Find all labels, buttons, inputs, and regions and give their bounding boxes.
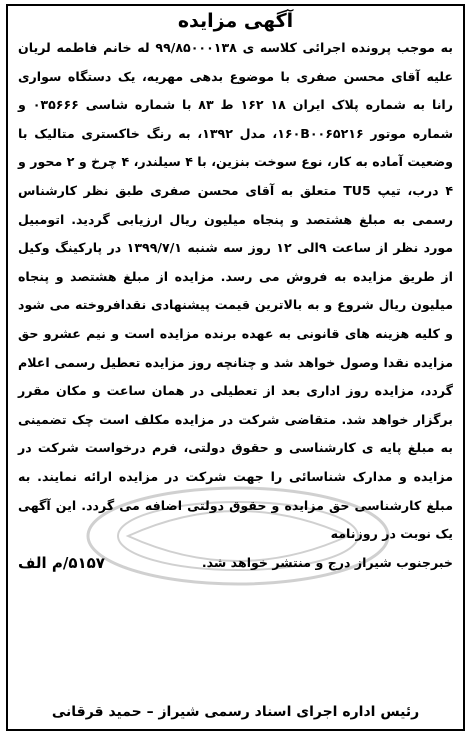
closing-text: خبرجنوب شیراز درج و منتشر خواهد شد. bbox=[201, 554, 453, 570]
reference-code: ۵۱۵۷/م الف bbox=[18, 553, 105, 572]
auction-notice bbox=[6, 4, 465, 731]
notice-title: آگهی مزایده bbox=[177, 10, 294, 32]
signature-line: رئیس اداره اجرای اسناد رسمی شیراز – حمید قرقانی bbox=[51, 704, 420, 720]
notice-body: به موجب پرونده اجرائی کلاسه ی ۹۹/۸۵۰۰۰۱۳۸ له خانم فاطمه لریان علیه آقای محسن صفری با موضوع بدهی مهریه، یک دستگاه سواری رانا به شماره پلاک ایران ۱۸ ۱۶۲ ط ۸۳ با شماره شاسی ۰۳۵۶۶۶ و شماره موتور ۱۶۰B۰۰۶۵۲۱۶، مدل ۱۳۹۲، به رنگ خاکستری متالیک با وضعیت آماده به کار، نوع سوخت بنزین، با ۴ سیلندر، ۴ چرخ و ۲ محور و ۴ درب، تیپ TU5 متعلق به آقای محسن صفری طبق نظر کارشناس رسمی به مبلغ هشتصد و پنجاه میلیون ریال ارزیابی گردید. اتومبیل مورد نظر از ساعت ۹الی ۱۲ روز سه شنبه ۱۳۹۹/۷/۱ در پارکینگ وکیل از طریق مزایده به فروش می رسد. مزایده از مبلغ هشتصد و پنجاه میلیون ریال شروع و به بالاترین قیمت پیشنهادی نقدافروخته می شود و کلیه هزینه های قانونی به عهده برنده مزایده است و نیم عشرو حق مزایده نقدا وصول خواهد شد و چنانچه روز مزایده تعطیل رسمی اعلام گردد، مزایده روز اداری بعد از تعطیلی در همان ساعت و مکان مقرر برگزار خواهد شد. متقاضی شرکت در مزایده مکلف است چک تضمینی به مبلغ پایه ی کارشناسی و حقوق دولتی، فرم درخواست شرکت در مزایده و مدارک شناسائی را جهت شرکت در مزایده ارائه نمایند. به مبلغ کارشناسی حق مزایده و حقوق دولتی اضافه می گردد. این آگهی یک نوبت در روزنامه bbox=[18, 40, 454, 542]
closing-line bbox=[18, 549, 453, 578]
